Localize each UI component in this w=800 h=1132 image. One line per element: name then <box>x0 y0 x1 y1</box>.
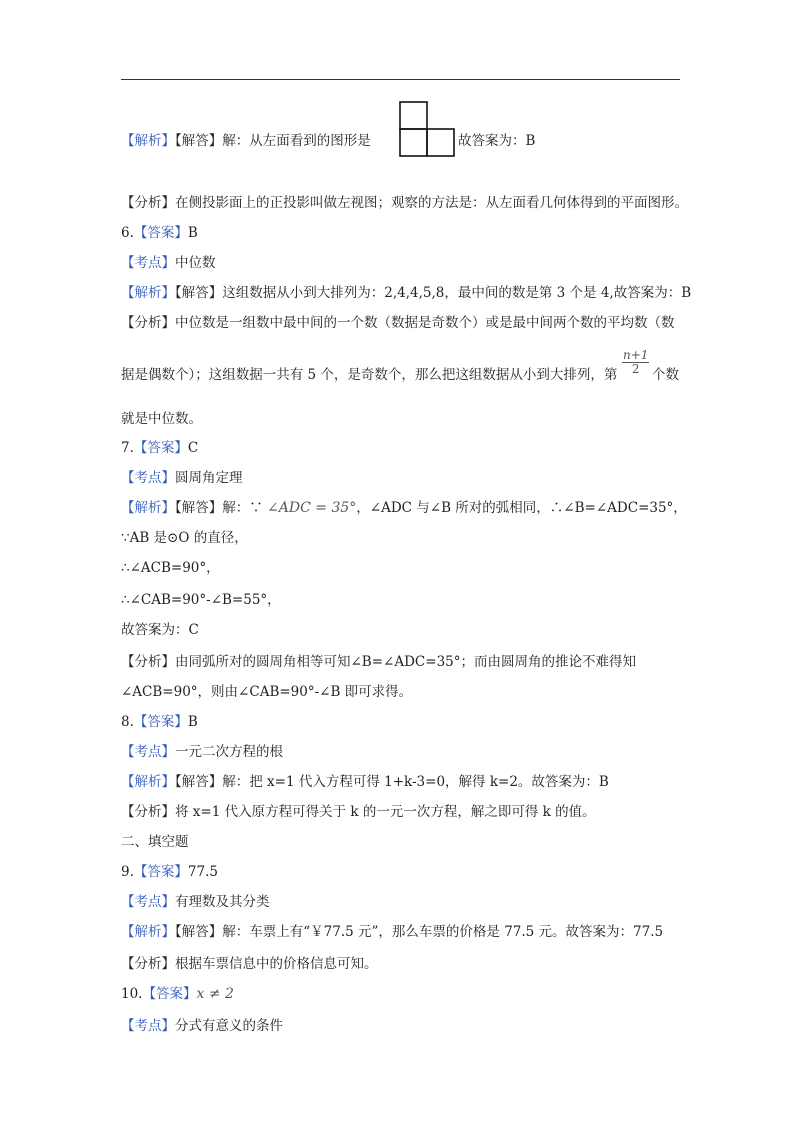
q6-fenxi-2a: 据是偶数个）；这组数据一共有 5 个，是奇数个，那么把这组数据从小到大排列，第 <box>121 367 618 383</box>
q9-kaodian: 有理数及其分类 <box>175 894 270 910</box>
answer-conclusion: 故答案为：B <box>458 133 536 149</box>
q8-jieda: 解：把 x=1 代入方程可得 1+k-3=0，解得 k=2。故答案为：B <box>222 774 609 790</box>
q6-kaodian: 中位数 <box>175 255 216 271</box>
q9-number: 9. <box>121 864 134 880</box>
q7-answer: C <box>187 440 199 456</box>
q6-fenxi-2b: 个数 <box>652 367 679 383</box>
q7-kaodian: 圆周角定理 <box>175 470 243 486</box>
q8-jiexi-line <box>121 773 609 791</box>
tag-fenxi: 【分析】 <box>121 956 175 972</box>
q7-fenxi-1: 由同弧所对的圆周角相等可知∠B=∠ADC=35°；而由圆周角的推论不难得知 <box>175 654 636 670</box>
q6-number: 6. <box>121 225 134 241</box>
q9-kaodian-line <box>121 893 270 911</box>
q9-fenxi: 根据车票信息中的价格信息可知。 <box>175 956 378 972</box>
q8-answer-line <box>121 713 198 731</box>
q7-step1: ∵AB 是⊙O 的直径， <box>121 530 248 546</box>
tag-daan: 【答案】 <box>142 986 197 1002</box>
tag-daan: 【答案】 <box>133 440 188 456</box>
q10-answer-line <box>121 985 234 1003</box>
tag-daan: 【答案】 <box>133 864 188 880</box>
tag-jiexi: 【解析】 <box>121 133 175 149</box>
tag-jiexi: 【解析】 <box>121 924 175 940</box>
tag-jieda: 【解答】 <box>175 133 223 149</box>
q8-answer: B <box>187 714 198 730</box>
tag-fenxi: 【分析】 <box>121 195 175 211</box>
q6-fenxi-line2 <box>121 366 617 384</box>
q8-number: 8. <box>121 714 134 730</box>
q7-kaodian-line <box>121 469 243 487</box>
fraction-numerator: n+1 <box>623 348 649 362</box>
answer-text: 解：从左面看到的图形是 <box>222 133 371 149</box>
q6-answer-line <box>121 224 198 242</box>
tag-kaodian: 【考点】 <box>121 255 175 271</box>
tag-jieda: 【解答】 <box>175 500 223 516</box>
tag-kaodian: 【考点】 <box>121 894 175 910</box>
q7-jiexi-line <box>121 499 687 517</box>
q9-answer-line <box>121 863 218 881</box>
section-heading: 二、填空题 <box>121 834 189 850</box>
q6-jieda: 这组数据从小到大排列为：2,4,4,5,8，最中间的数是第 3 个是 4,故答案为：B <box>222 285 692 301</box>
tag-jieda: 【解答】 <box>175 285 223 301</box>
tag-jiexi: 【解析】 <box>121 774 175 790</box>
q7-step4: 故答案为：C <box>121 622 199 638</box>
q8-kaodian: 一元二次方程的根 <box>175 744 283 760</box>
tag-daan: 【答案】 <box>133 714 188 730</box>
q6-fenxi-line3: 就是中位数。 <box>121 411 202 427</box>
left-view-figure <box>399 101 455 157</box>
q8-fenxi: 将 x=1 代入原方程可得关于 k 的一元一次方程，解之即可得 k 的值。 <box>175 804 596 820</box>
q10-answer-math: x ≠ 2 <box>196 986 234 1002</box>
tag-fenxi: 【分析】 <box>121 315 175 331</box>
tag-jieda: 【解答】 <box>175 774 223 790</box>
fraction-denominator: 2 <box>631 362 640 376</box>
q6-jiexi-line <box>121 284 691 302</box>
q7-fenxi-line2: ∠ACB=90°，则由∠CAB=90°-∠B 即可求得。 <box>121 684 413 700</box>
q7-jieda-post: ，∠ADC 与∠B 所对的弧相同，∴∠B=∠ADC=35°， <box>356 500 687 516</box>
q7-jieda-pre: 解：∵ <box>222 500 263 516</box>
tag-kaodian: 【考点】 <box>121 744 175 760</box>
q8-fenxi-line <box>121 803 596 821</box>
q7-number: 7. <box>121 440 134 456</box>
q8-kaodian-line <box>121 743 283 761</box>
q10-number: 10. <box>121 986 143 1002</box>
fraction-n-plus-1-over-2 <box>622 349 649 376</box>
q7-step3: ∴∠CAB=90°-∠B=55°， <box>121 592 281 608</box>
q6-fenxi-line1 <box>121 314 675 332</box>
q9-fenxi-line <box>121 955 378 973</box>
tag-jiexi: 【解析】 <box>121 500 175 516</box>
q6-answer: B <box>187 225 198 241</box>
q9-answer: 77.5 <box>187 864 218 880</box>
q10-kaodian: 分式有意义的条件 <box>175 1018 283 1034</box>
q6-fenxi-1: 中位数是一组数中最中间的一个数（数据是奇数个）或是最中间两个数的平均数（数 <box>175 315 675 331</box>
q7-answer-line <box>121 439 198 457</box>
q9-jiexi-line <box>121 923 663 941</box>
q9-jieda: 解：车票上有“￥77.5 元”，那么车票的价格是 77.5 元。故答案为：77.5 <box>222 924 664 940</box>
q7-math-angle: ∠ADC = 35° <box>267 500 357 516</box>
tag-jieda: 【解答】 <box>175 924 223 940</box>
q6-kaodian-line <box>121 254 216 272</box>
q10-kaodian-line <box>121 1017 283 1035</box>
tag-kaodian: 【考点】 <box>121 1018 175 1034</box>
tag-kaodian: 【考点】 <box>121 470 175 486</box>
q7-step2: ∴∠ACB=90°， <box>121 560 220 576</box>
line-jiexi-left-view <box>121 132 371 150</box>
tag-fenxi: 【分析】 <box>121 654 175 670</box>
q7-fenxi-line1 <box>121 653 636 671</box>
fenxi-text: 在侧投影面上的正投影叫做左视图；观察的方法是：从左面看几何体得到的平面图形。 <box>175 195 688 211</box>
tag-jiexi: 【解析】 <box>121 285 175 301</box>
header-rule <box>121 79 680 80</box>
line-fenxi-left-view <box>121 194 688 212</box>
tag-daan: 【答案】 <box>133 225 188 241</box>
tag-fenxi: 【分析】 <box>121 804 175 820</box>
